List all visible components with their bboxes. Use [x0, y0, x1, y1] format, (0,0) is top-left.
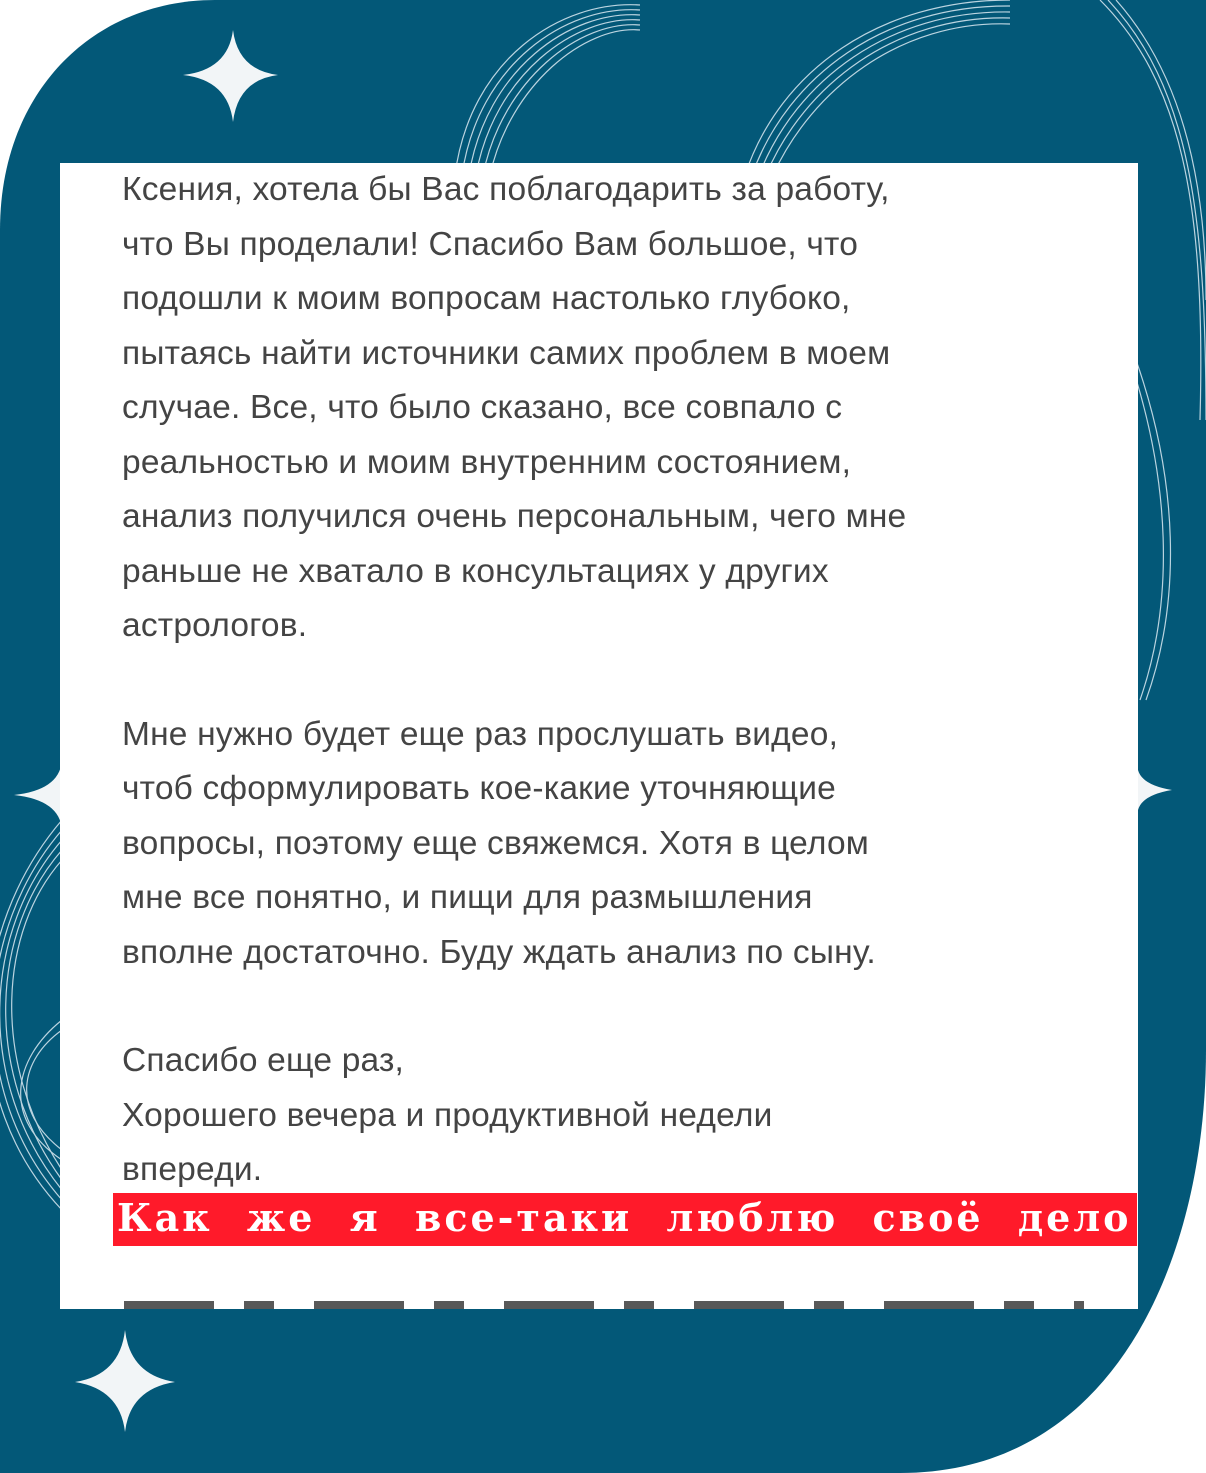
review-paragraph-2: Мне нужно будет еще раз прослушать видео, чтоб сформулировать кое-какие уточняющие вопросы, поэтому еще свяжемся. Хотя в целом мне все понятно, и пищи для размышления вполне достаточно. Буду ждать анализ по сыну.	[122, 715, 876, 971]
review-paragraph-3: Спасибо еще раз, Хорошего вечера и продуктивной недели впереди.	[122, 1042, 773, 1188]
highlight-caption-text: Как же я все-таки люблю своё дело	[113, 1193, 1137, 1246]
review-paragraph-1: Ксения, хотела бы Вас поблагодарить за работу, что Вы проделали! Спасибо Вам большое, что подошли к моим вопросам настолько глубоко, пытаясь найти источники самих проблем в моем случае. Все, что было сказано, все совпало с реальностью и моим внутренним состоянием, анализ получился очень персональным, чего мне раньше не хватало в консультациях у других астрологов.	[122, 171, 907, 644]
review-screenshot	[60, 163, 1138, 1309]
cropped-timestamp-line	[124, 1301, 1084, 1309]
highlight-caption	[113, 1185, 1138, 1251]
review-message	[122, 163, 1122, 1198]
